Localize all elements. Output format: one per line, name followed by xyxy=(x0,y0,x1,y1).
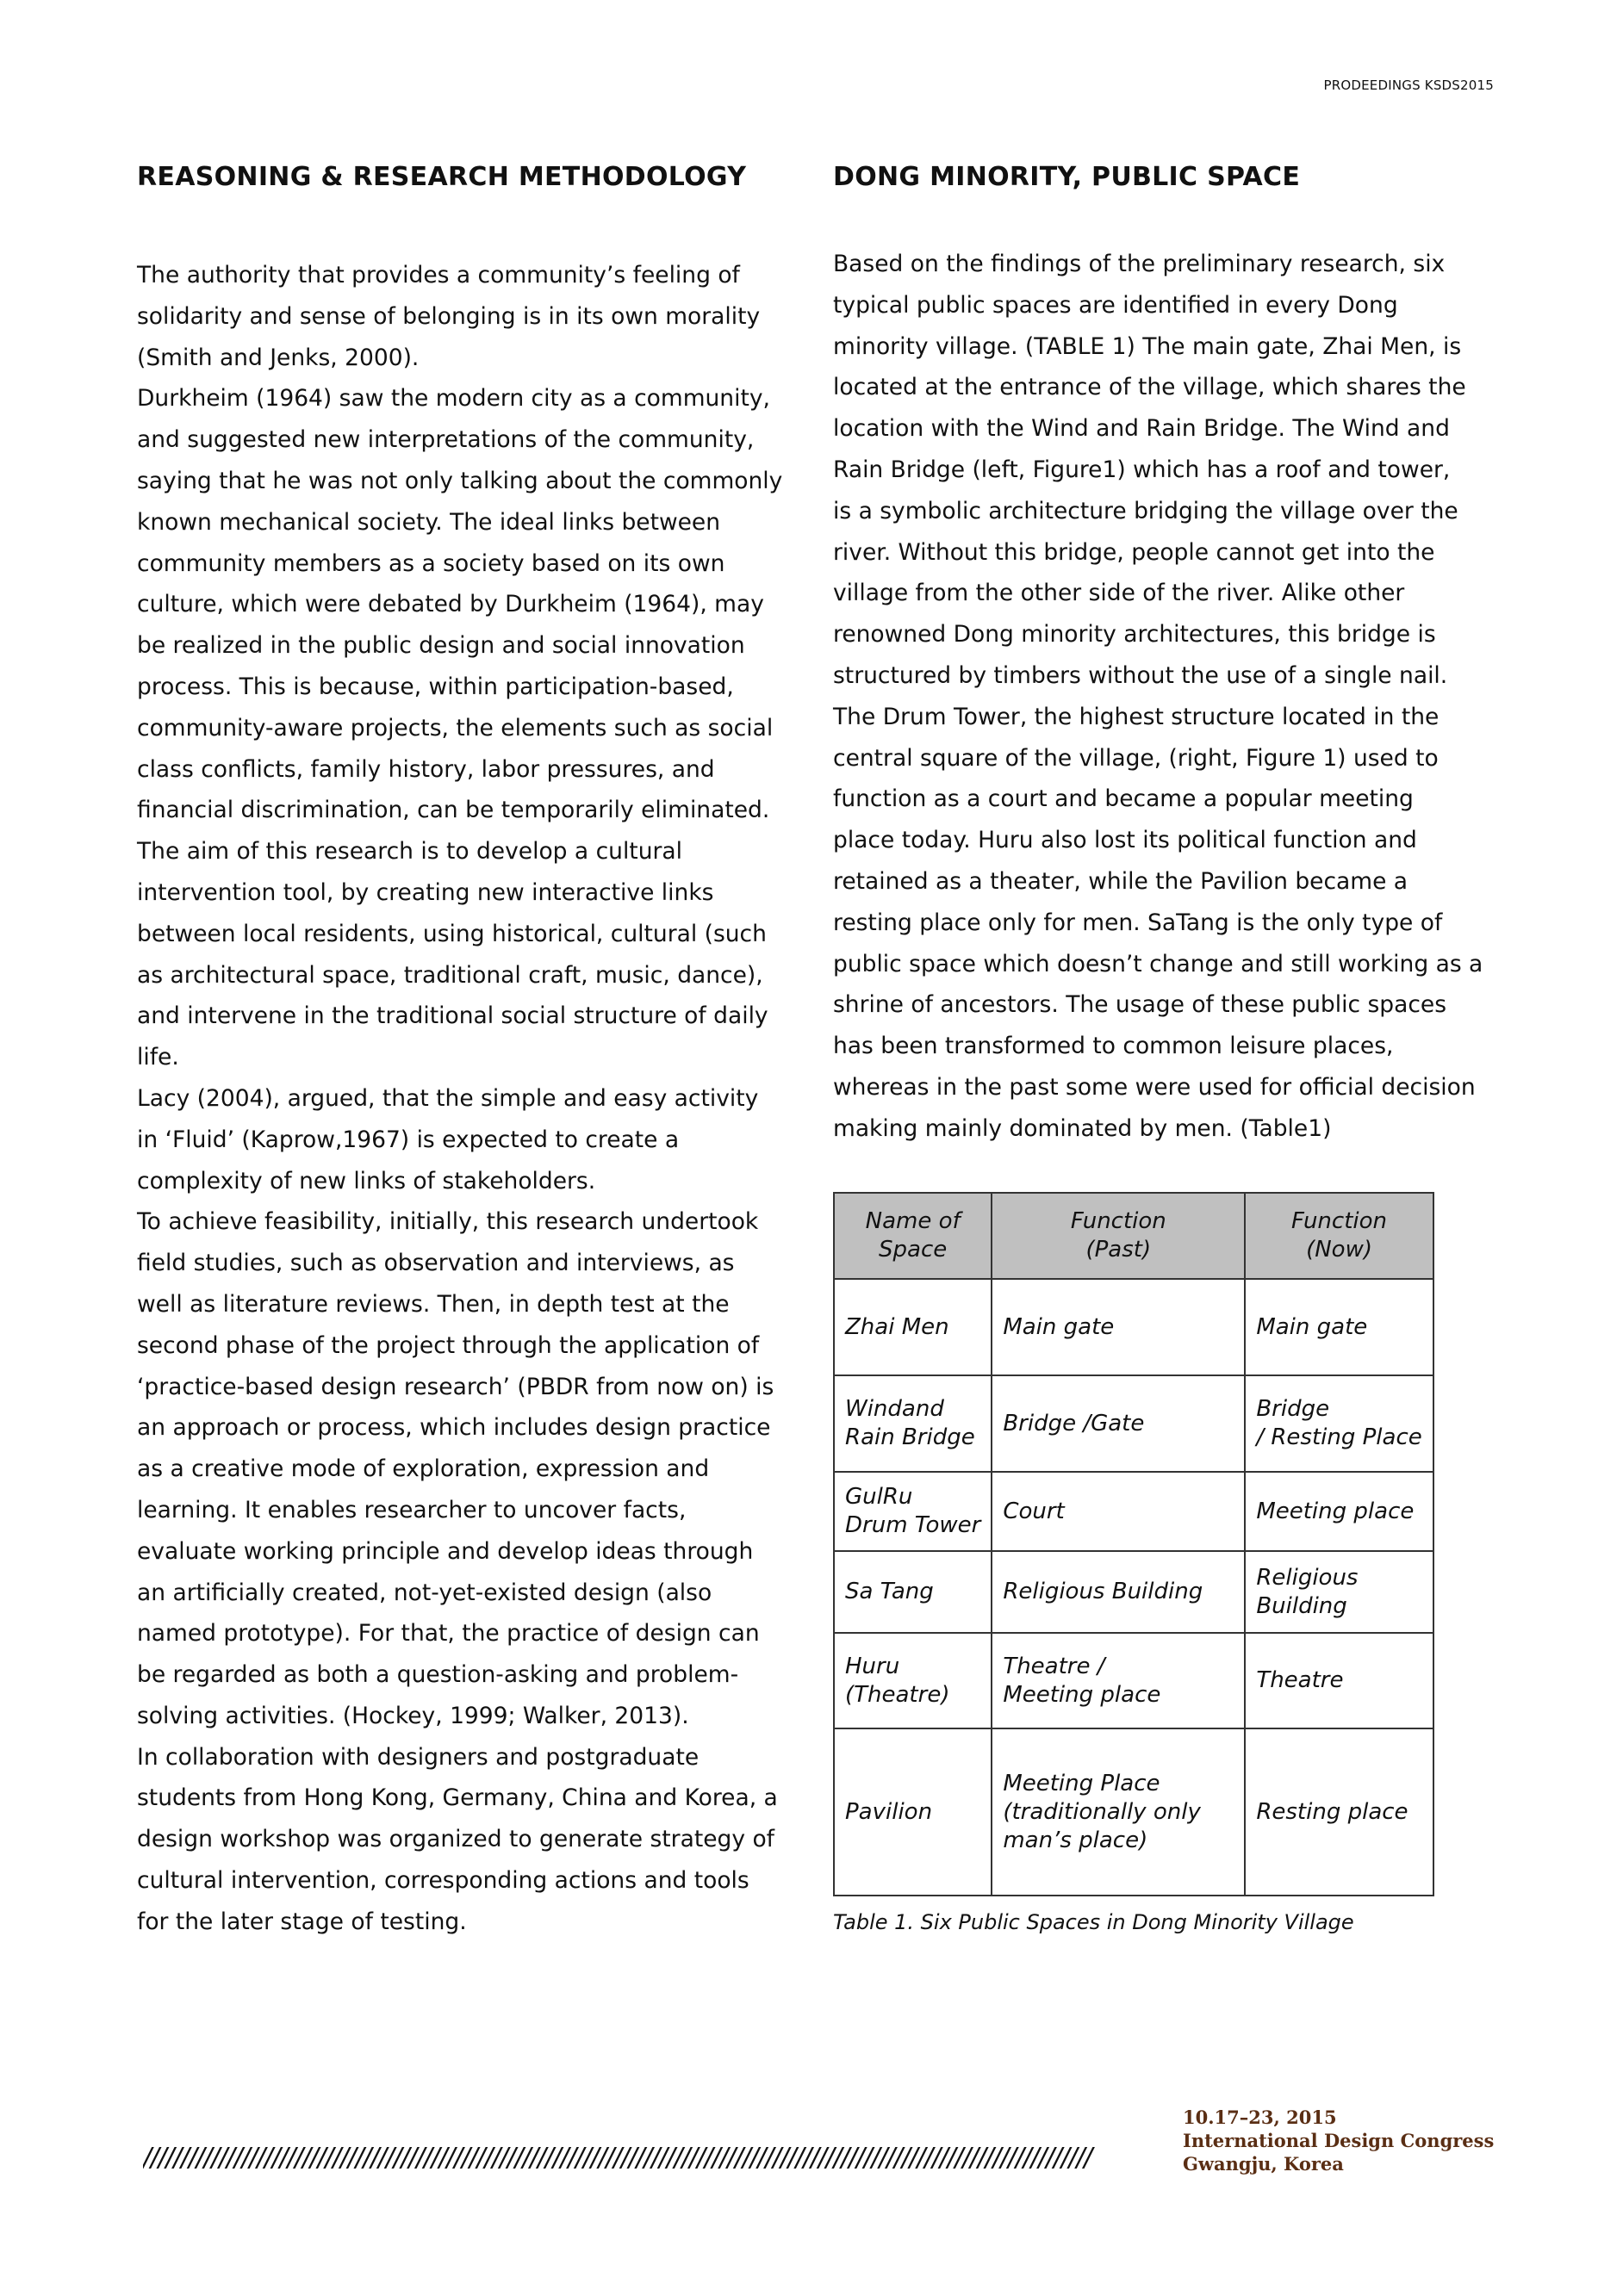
text-line: is a symbolic architecture bridging the village over the xyxy=(833,497,1458,524)
table-caption: Table 1. Six Public Spaces in Dong Minority Village xyxy=(833,1910,1354,1934)
header-function-past: Function (Past) xyxy=(992,1193,1245,1279)
table-row xyxy=(834,1472,1433,1551)
text-line: river. Without this bridge, people cannot get into the xyxy=(833,538,1435,566)
cell-past: Court xyxy=(992,1472,1245,1551)
footer-conference-info xyxy=(1183,2106,1494,2175)
footer-location: Gwangju, Korea xyxy=(1183,2153,1344,2175)
table-row xyxy=(834,1633,1433,1728)
text-line: complexity of new links of stakeholders. xyxy=(137,1167,596,1195)
text-line: community members as a society based on its own xyxy=(137,549,725,577)
text-line: located at the entrance of the village, which shares the xyxy=(833,374,1466,401)
text-line: for the later stage of testing. xyxy=(137,1908,467,1935)
text-line: To achieve feasibility, initially, this research undertook xyxy=(137,1208,759,1236)
header-function-now: Function (Now) xyxy=(1245,1193,1433,1279)
methodology-body-text xyxy=(137,255,805,1943)
cell-now: Religious Building xyxy=(1245,1551,1433,1633)
text-line: an approach or process, which includes design practice xyxy=(137,1414,771,1442)
text-line: public space which doesn’t change and still working as a xyxy=(833,950,1483,977)
text-line: as architectural space, traditional craft, music, dance), xyxy=(137,961,763,989)
text-line: in ‘Fluid’ (Kaprow,1967) is expected to create a xyxy=(137,1126,680,1153)
cell-name: Pavilion xyxy=(834,1728,992,1896)
text-line: has been transformed to common leisure places, xyxy=(833,1033,1394,1060)
text-line: cultural intervention, corresponding actions and tools xyxy=(137,1867,749,1895)
cell-name: Zhai Men xyxy=(834,1279,992,1375)
cell-past: Theatre / Meeting place xyxy=(992,1633,1245,1728)
text-line: field studies, such as observation and interviews, as xyxy=(137,1250,735,1277)
table-row xyxy=(834,1375,1433,1472)
text-line: typical public spaces are identified in every Dong xyxy=(833,291,1398,319)
text-line: well as literature reviews. Then, in depth test at the xyxy=(137,1290,730,1318)
text-line: as a creative mode of exploration, expression and xyxy=(137,1455,710,1483)
text-line: resting place only for men. SaTang is the only type of xyxy=(833,909,1443,936)
text-line: (Smith and Jenks, 2000). xyxy=(137,344,420,371)
footer-event: International Design Congress xyxy=(1183,2130,1495,2151)
text-line: structured by timbers without the use of a single nail. xyxy=(833,661,1448,689)
cell-name: Huru (Theatre) xyxy=(834,1633,992,1728)
cell-past: Meeting Place (traditionally only man’s place) xyxy=(992,1728,1245,1896)
text-line: location with the Wind and Rain Bridge. The Wind and xyxy=(833,415,1450,443)
text-line: Durkheim (1964) saw the modern city as a community, xyxy=(137,385,770,413)
text-line: retained as a theater, while the Pavilion became a xyxy=(833,867,1408,895)
text-line: and suggested new interpretations of the community, xyxy=(137,426,755,454)
text-line: and intervene in the traditional social structure of daily xyxy=(137,1002,768,1030)
text-line: Rain Bridge (left, Figure1) which has a roof and tower, xyxy=(833,456,1451,483)
text-line: village from the other side of the river. Alike other xyxy=(833,580,1405,607)
text-line: saying that he was not only talking about the commonly xyxy=(137,467,783,494)
cell-now: Main gate xyxy=(1245,1279,1433,1375)
text-line: central square of the village, (right, Figure 1) used to xyxy=(833,744,1439,772)
cell-name: Sa Tang xyxy=(834,1551,992,1633)
text-line: The authority that provides a community’s feeling of xyxy=(137,262,740,289)
text-line: Based on the findings of the preliminary research, six xyxy=(833,251,1446,277)
text-line: community-aware projects, the elements such as social xyxy=(137,714,774,742)
text-line: solving activities. (Hockey, 1999; Walker, 2013). xyxy=(137,1702,689,1729)
text-line: intervention tool, by creating new interactive links xyxy=(137,878,714,906)
cell-now: Theatre xyxy=(1245,1633,1433,1728)
table-header-row xyxy=(834,1193,1433,1279)
text-line: life. xyxy=(137,1044,179,1071)
text-line: financial discrimination, can be temporarily eliminated. xyxy=(137,797,770,824)
text-line: The Drum Tower, the highest structure located in the xyxy=(833,703,1440,730)
text-line: function as a court and became a popular meeting xyxy=(833,785,1414,813)
text-line: minority village. (TABLE 1) The main gate, Zhai Men, is xyxy=(833,332,1462,360)
cell-now: Bridge / Resting Place xyxy=(1245,1375,1433,1472)
text-line: be realized in the public design and social innovation xyxy=(137,632,745,660)
text-line: ‘practice-based design research’ (PBDR from now on) is xyxy=(137,1373,774,1400)
cell-now: Meeting place xyxy=(1245,1472,1433,1551)
text-line: design workshop was organized to generate strategy of xyxy=(137,1826,774,1853)
text-line: shrine of ancestors. The usage of these public spaces xyxy=(833,991,1447,1019)
text-line: between local residents, using historical, cultural (such xyxy=(137,920,767,947)
text-line: whereas in the past some were used for official decision xyxy=(833,1073,1476,1101)
public-space-body-text xyxy=(833,244,1514,1150)
cell-name: Wind and Rain Bridge xyxy=(834,1375,992,1472)
cell-now: Resting place xyxy=(1245,1728,1433,1896)
footer-date: 10.17–23, 2015 xyxy=(1183,2107,1337,2128)
text-line: making mainly dominated by men. (Table1) xyxy=(833,1114,1332,1142)
text-line: Lacy (2004), argued, that the simple and easy activity xyxy=(137,1084,759,1112)
running-head: PRODEEDINGS KSDS2015 xyxy=(1323,78,1494,93)
text-line: renowned Dong minority architectures, this bridge is xyxy=(833,621,1436,648)
section-title-public-space: DONG MINORITY, PUBLIC SPACE xyxy=(833,162,1301,192)
section-title-methodology: REASONING & RESEARCH METHODOLOGY xyxy=(137,162,747,192)
text-line: students from Hong Kong, Germany, China and Korea, a xyxy=(137,1784,778,1812)
text-line: process. This is because, within participation-based, xyxy=(137,673,734,700)
cell-name: GulRu Drum Tower xyxy=(834,1472,992,1551)
text-line: place today. Huru also lost its political function and xyxy=(833,827,1417,854)
cell-past: Bridge /Gate xyxy=(992,1375,1245,1472)
text-line: In collaboration with designers and postgraduate xyxy=(137,1743,700,1771)
text-line: known mechanical society. The ideal links between xyxy=(137,508,721,536)
text-line: solidarity and sense of belonging is in its own morality xyxy=(137,302,761,330)
text-line: be regarded as both a question-asking and problem- xyxy=(137,1661,739,1689)
table-row xyxy=(834,1551,1433,1633)
text-line: an artificially created, not-yet-existed design (also xyxy=(137,1579,712,1606)
text-line: second phase of the project through the application of xyxy=(137,1331,760,1359)
table-row xyxy=(834,1728,1433,1896)
table-row xyxy=(834,1279,1433,1375)
footer-slash-rule: ///////////////////////////////////////////////////////////////////////////////////////////////////////////////////////////// xyxy=(143,2143,1091,2173)
public-spaces-table xyxy=(833,1192,1434,1896)
cell-past: Religious Building xyxy=(992,1551,1245,1633)
header-name-of-space: Name of Space xyxy=(834,1193,992,1279)
text-line: evaluate working principle and develop ideas through xyxy=(137,1537,754,1565)
cell-past: Main gate xyxy=(992,1279,1245,1375)
text-line: named prototype). For that, the practice of design can xyxy=(137,1620,760,1648)
text-line: culture, which were debated by Durkheim (1964), may xyxy=(137,591,764,618)
text-line: learning. It enables researcher to uncover facts, xyxy=(137,1496,687,1523)
text-line: The aim of this research is to develop a cultural xyxy=(137,838,682,866)
text-line: class conflicts, family history, labor pressures, and xyxy=(137,755,715,783)
